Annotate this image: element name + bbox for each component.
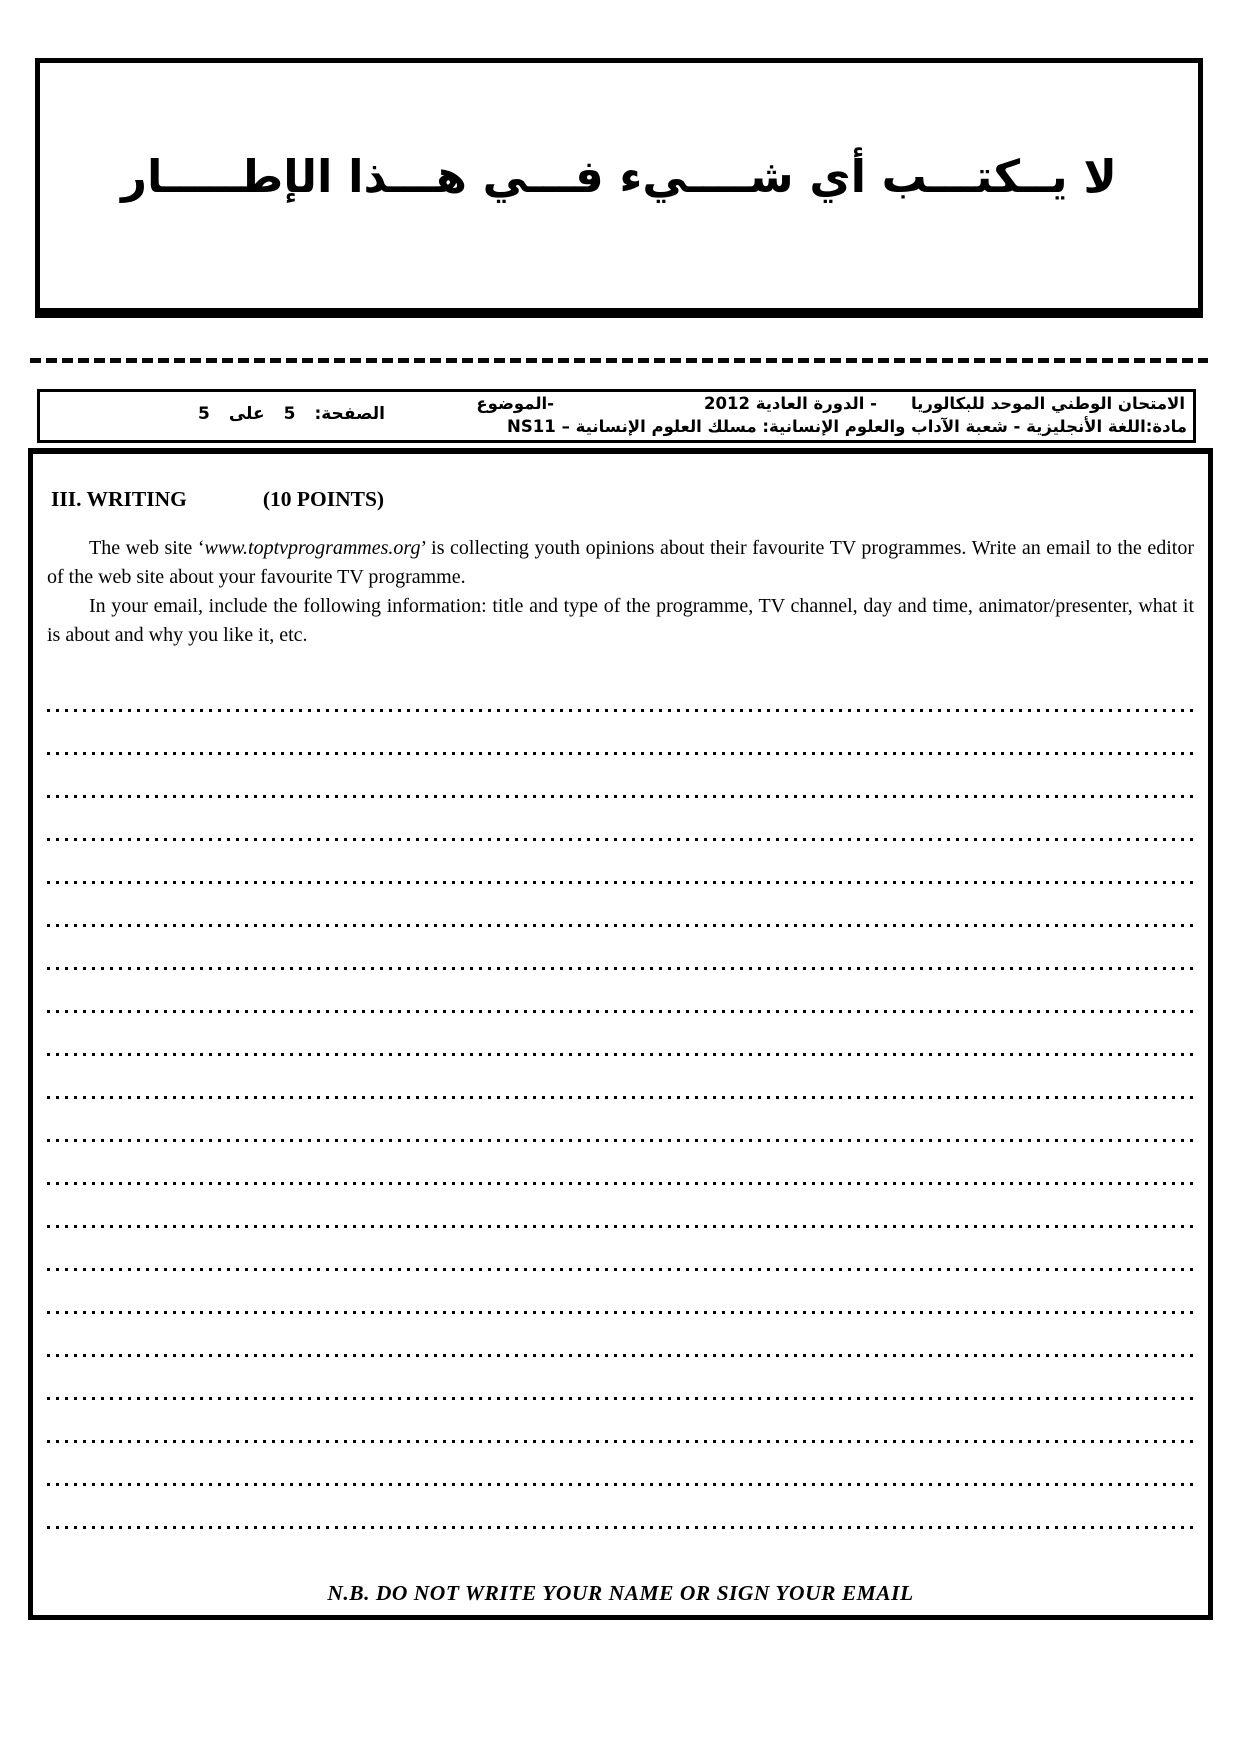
exam-subject-word: -الموضوع [476, 394, 555, 413]
answer-line [47, 1228, 1194, 1271]
answer-line [47, 1185, 1194, 1228]
nb-note: N.B. DO NOT WRITE YOUR NAME OR SIGN YOUR EMAIL [327, 1581, 914, 1605]
task-paragraph-1 [47, 534, 1194, 592]
exam-title: الامتحان الوطني الموحد للبكالوريا [910, 394, 1185, 413]
answer-line [47, 1271, 1194, 1314]
exam-session: - الدورة العادية 2012 [704, 394, 877, 413]
exam-subject-line: مادة:اللغة الأنجليزية - شعبة الآداب والعلوم الإنسانية: مسلك العلوم الإنسانية – [561, 417, 1187, 436]
answer-line [47, 1013, 1194, 1056]
exam-header-row1 [476, 394, 1185, 413]
task-paragraph-1-suffix: ’ is collecting youth opinions about their favourite TV programmes. Write an email to the editor of the web site about your favourite TV programme. [47, 537, 1194, 588]
answer-line [47, 1099, 1194, 1142]
website-url: www.toptvprogrammes.org [204, 537, 421, 559]
answer-line [47, 798, 1194, 841]
answer-line [47, 755, 1194, 798]
answer-line [47, 970, 1194, 1013]
task-instructions [47, 534, 1194, 650]
page-of-word: على [228, 404, 265, 424]
answer-line [47, 927, 1194, 970]
task-paragraph-2: In your email, include the following information: title and type of the programme, TV channel, day and time, animator/presenter, what it is about and why you like it, etc. [47, 595, 1194, 646]
answer-line [47, 1357, 1194, 1400]
answer-line [47, 884, 1194, 927]
exam-header [37, 389, 1196, 443]
answer-line [47, 669, 1194, 712]
answer-line [47, 1443, 1194, 1486]
answer-lines-area [47, 669, 1194, 1529]
exam-code: NS11 [507, 417, 556, 436]
section-title: III. WRITING [51, 487, 187, 511]
answer-line [47, 1056, 1194, 1099]
answer-line [47, 1400, 1194, 1443]
answer-line [47, 1486, 1194, 1529]
exam-header-row2 [507, 417, 1187, 436]
dashed-separator [30, 358, 1208, 363]
page-indicator [198, 404, 385, 424]
page-total: 5 [198, 404, 210, 424]
answer-line [47, 712, 1194, 755]
writing-section-box [28, 448, 1213, 1620]
answer-line [47, 1314, 1194, 1357]
section-points: (10 POINTS) [262, 487, 385, 511]
do-not-write-frame [35, 58, 1203, 318]
page-number: 5 [283, 404, 296, 424]
task-paragraph-1-prefix: The web site ‘ [89, 537, 205, 559]
do-not-write-notice: لا يــكتـــب أي شــــيء فـــي هـــذا الإطـــــار [121, 150, 1117, 203]
page-label: الصفحة: [314, 404, 386, 424]
answer-line [47, 841, 1194, 884]
section-heading [51, 487, 1194, 512]
answer-line [47, 1142, 1194, 1185]
